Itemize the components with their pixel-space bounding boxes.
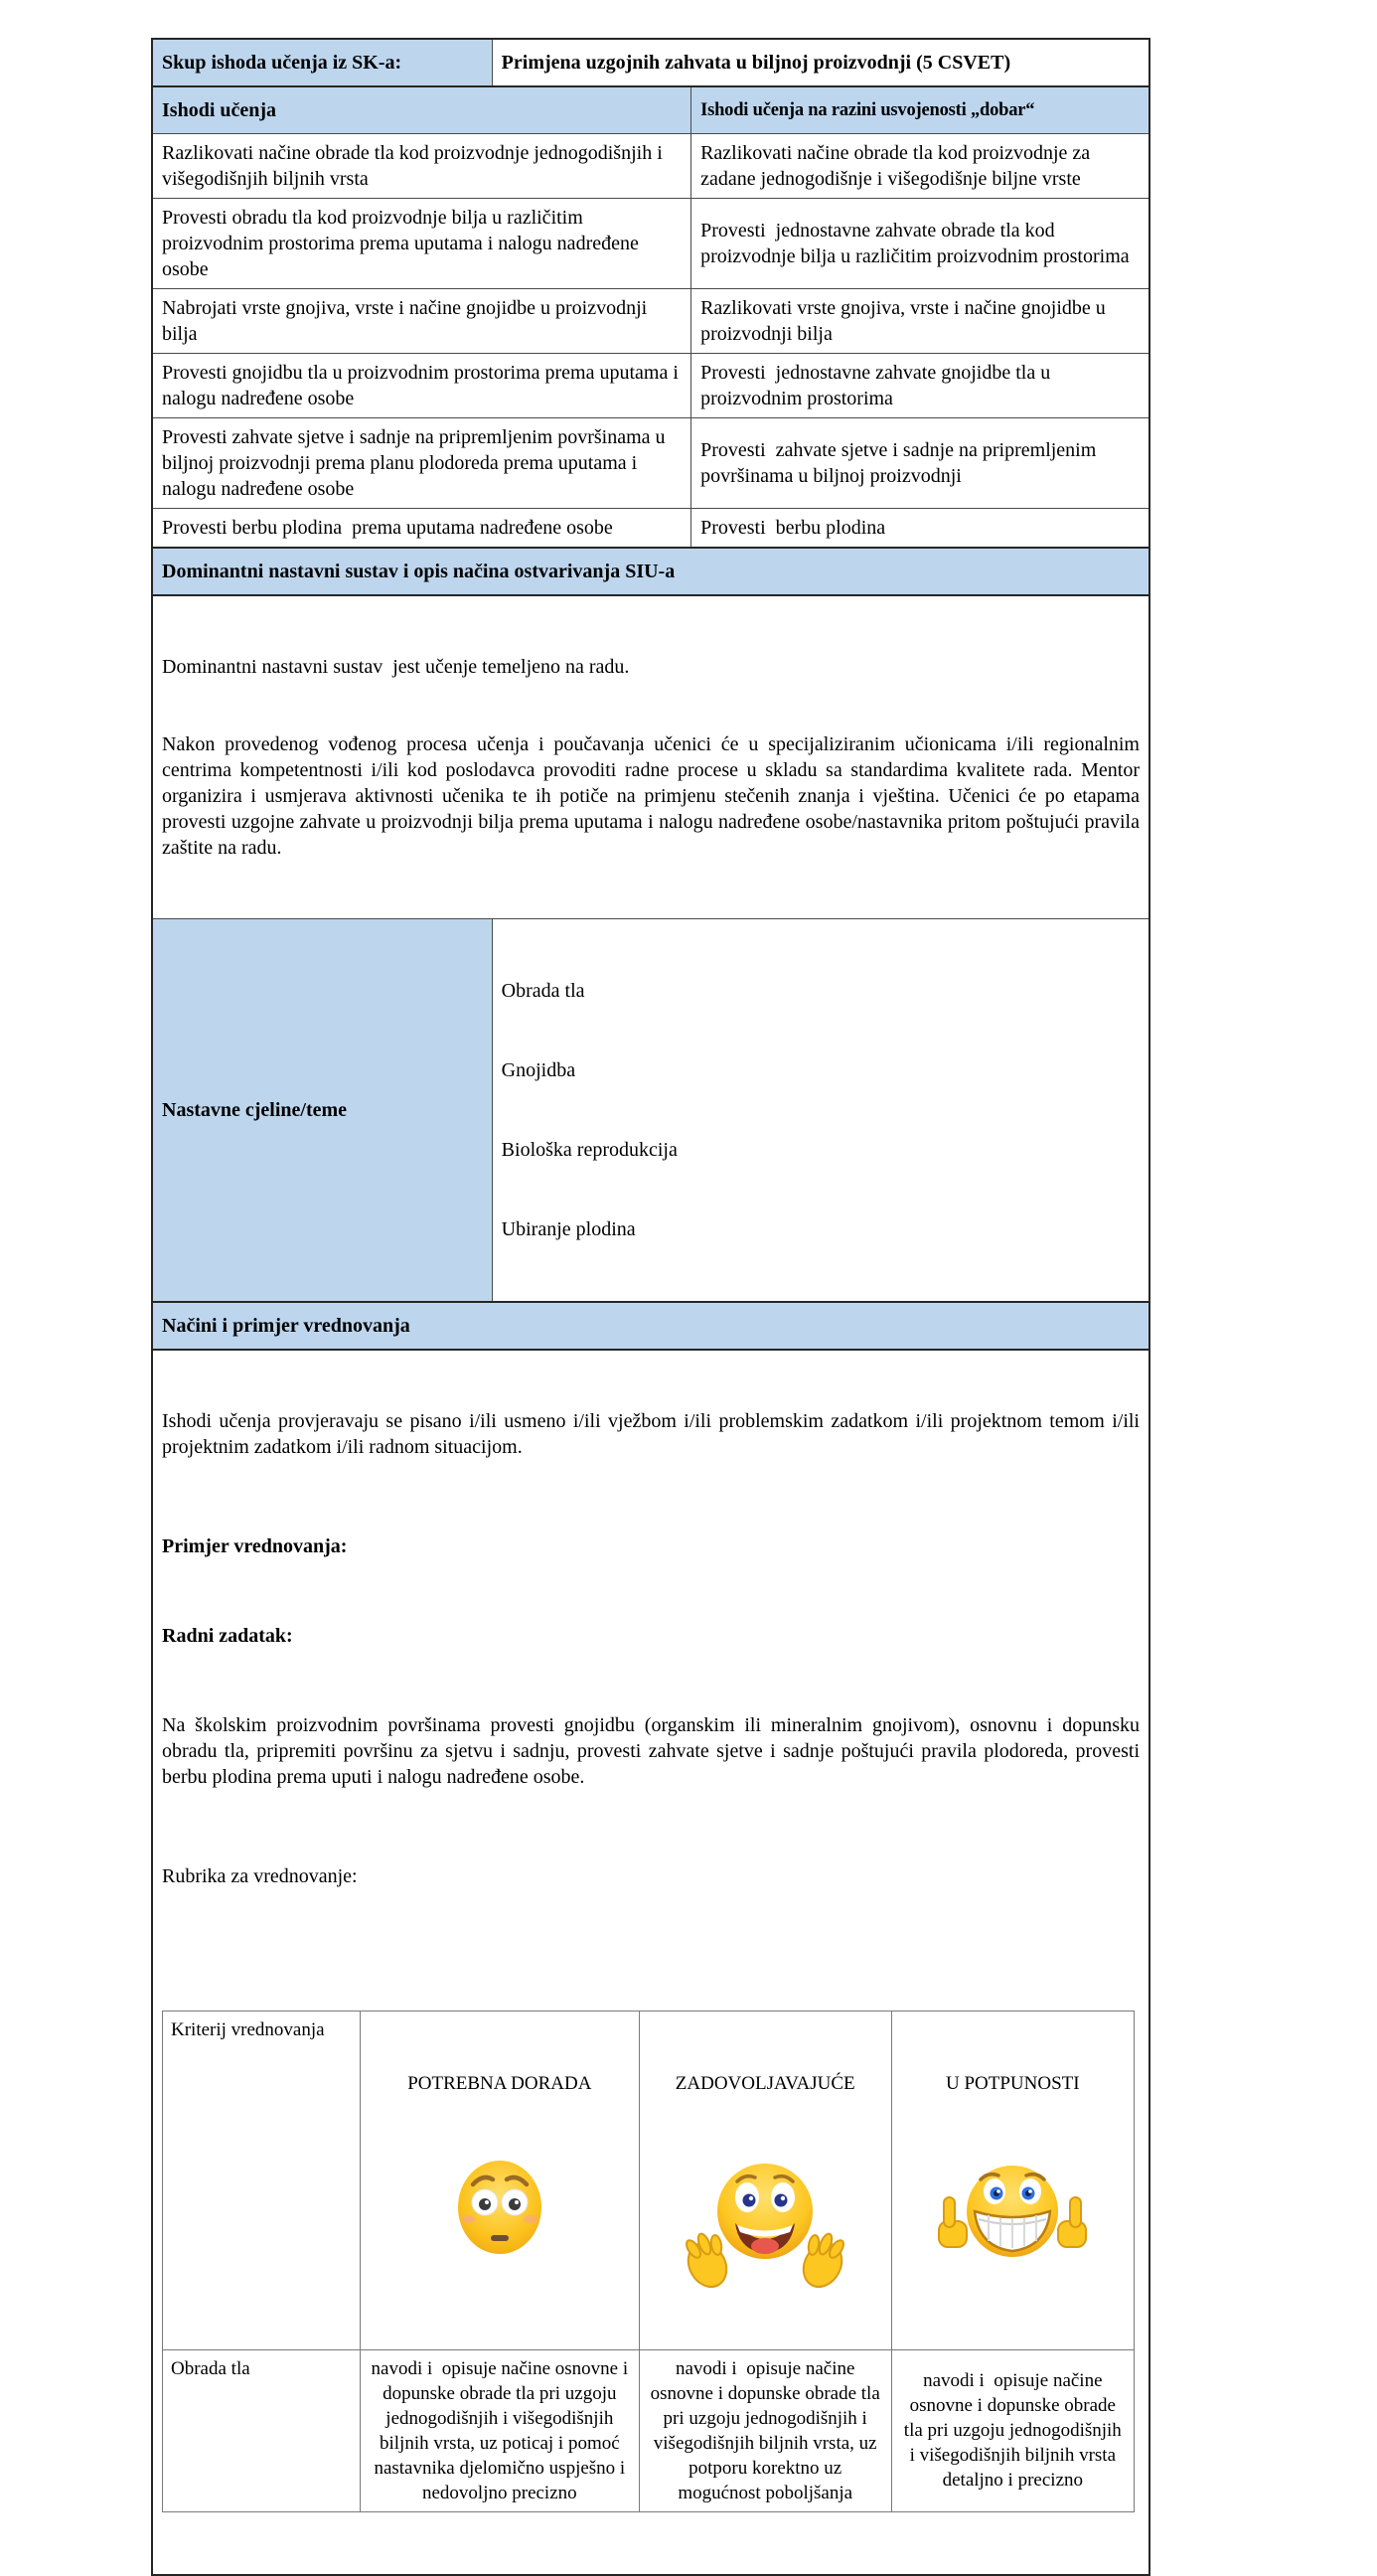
- unit-item: Biološka reprodukcija: [501, 1139, 678, 1161]
- outcome-right: Provesti jednostavne zahvate obrade tla kod proizvodnje bilja u različitim proizvodnim prostorima: [690, 199, 1148, 288]
- evaluation-section-title: Načini i primjer vrednovanja: [153, 1303, 1148, 1349]
- outcome-set-label: Skup ishoda učenja iz SK-a:: [153, 40, 492, 85]
- rubric-data-row: [163, 2349, 1135, 2511]
- rubric-satisfactory-cell: navodi i opisuje načine osnovne i dopunske obrade tla pri uzgoju jednogodišnjih i višegodišnjih biljnih vrsta, uz potporu korektno uz mogućnost poboljšanja: [639, 2349, 891, 2511]
- evaluation-body-row: [153, 1349, 1148, 2574]
- rubric-satisfactory-label: ZADOVOLJAVAJUĆE: [675, 2073, 855, 2095]
- title-row: [153, 40, 1148, 85]
- outcome-left: Provesti berbu plodina prema uputama nadređene osobe: [162, 517, 613, 539]
- dominant-line1: Dominantni nastavni sustav jest učenje temeljeno na radu.: [162, 656, 630, 678]
- happy-open-hands-emoji: [648, 2154, 883, 2293]
- units-row: [153, 918, 1148, 1301]
- rubric-complete-cell: navodi i opisuje načine osnovne i dopunske obrade tla pri uzgoju jednogodišnjih i višegodišnjih biljnih vrsta detaljno i precizno: [891, 2349, 1135, 2511]
- outcome-row: [153, 353, 1148, 417]
- units-label: Nastavne cjeline/teme: [153, 919, 492, 1301]
- outcome-row: [153, 288, 1148, 353]
- outcome-left: Provesti zahvate sjetve i sadnje na pripremljenim površinama u biljnoj proizvodnji prema planu plodoreda prema uputama i nalogu nadređene osobe: [162, 426, 671, 500]
- rubric-label: Rubrika za vrednovanje:: [162, 1865, 358, 1887]
- dominant-header-row: [153, 547, 1148, 594]
- grin-thumbs-up-emoji: [900, 2154, 1127, 2281]
- outcomes-header-row: [153, 85, 1148, 133]
- outcome-right: Razlikovati vrste gnojiva, vrste i načine gnojidbe u proizvodnji bilja: [690, 289, 1148, 353]
- outcome-right: Provesti berbu plodina: [690, 509, 1148, 547]
- outcome-row: [153, 508, 1148, 547]
- rubric-satisfactory-header: [639, 2012, 891, 2350]
- units-list: [492, 919, 1148, 1301]
- rubric-header-row: [163, 2012, 1135, 2350]
- outcome-row: [153, 133, 1148, 198]
- unit-item: Ubiranje plodina: [501, 1218, 636, 1240]
- outcome-left: Nabrojati vrste gnojiva, vrste i načine gnojidbe u proizvodnji bilja: [162, 297, 653, 345]
- dominant-body-cell: [153, 596, 1148, 918]
- unit-item: Obrada tla: [501, 980, 585, 1002]
- flushed-face-emoji: [369, 2154, 631, 2281]
- rubric-criterion-header: Kriterij vrednovanja: [163, 2012, 361, 2350]
- outcome-right: Razlikovati načine obrade tla kod proizvodnje za zadane jednogodišnje i višegodišnje biljne vrste: [690, 134, 1148, 198]
- evaluation-task-text: Na školskim proizvodnim površinama provesti gnojidbu (organskim ili mineralnim gnojivom), osnovnu i dopunsku obradu tla, pripremiti površinu za sjetvu i sadnju, provesti zahvate sjetve i sadnje poštujući pravila plodoreda, provesti berbu plodina prema uputi i nalogu nadređene osobe.: [162, 1714, 1145, 1788]
- dominant-section-title: Dominantni nastavni sustav i opis načina ostvarivanja SIU-a: [153, 549, 1148, 594]
- outcome-row: [153, 198, 1148, 288]
- rubric-complete-header: [891, 2012, 1135, 2350]
- outcome-left: Provesti obradu tla kod proizvodnje bilja u različitim proizvodnim prostorima prema uputama i nalogu nadređene osobe: [162, 207, 644, 280]
- dominant-body-row: [153, 594, 1148, 918]
- rubric-needs-work-cell: navodi i opisuje načine osnovne i dopunske obrade tla pri uzgoju jednogodišnjih i višegodišnjih biljnih vrsta, uz poticaj i pomoć nastavnika djelomično uspješno i nedovoljno precizno: [360, 2349, 639, 2511]
- rubric-needs-work-label: POTREBNA DORADA: [407, 2073, 592, 2095]
- outcome-right: Provesti jednostavne zahvate gnojidbe tla u proizvodnim prostorima: [690, 354, 1148, 417]
- outcome-set-value: Primjena uzgojnih zahvata u biljnoj proizvodnji (5 CSVET): [492, 40, 1148, 85]
- evaluation-body-cell: [153, 1351, 1148, 2574]
- evaluation-header-row: [153, 1301, 1148, 1349]
- dominant-body-text: Nakon provedenog vođenog procesa učenja i poučavanja učenici će u specijaliziranim učionicama i/ili regionalnim centrima kompetentnosti i/ili kod poslodavca provoditi radne procese u skladu sa standardima kvalitete rada. Mentor organizira i usmjerava aktivnosti učenika te ih potiče na primjenu stečenih znanja i vještina. Učenici će po etapama provesti uzgojne zahvate u proizvodnji bilja prema uputama i nalogu nadređene osobe/nastavnika pritom poštujući pravila zaštite na radu.: [162, 733, 1145, 859]
- evaluation-intro: Ishodi učenja provjeravaju se pisano i/ili usmeno i/ili vježbom i/ili problemskim zadatkom i/ili projektnom temom i/ili projektnim zadatkom i/ili radnom situacijom.: [162, 1410, 1145, 1458]
- outcome-left: Provesti gnojidbu tla u proizvodnim prostorima prema uputama i nalogu nadređene osobe: [162, 362, 684, 409]
- outcome-left: Razlikovati načine obrade tla kod proizvodnje jednogodišnjih i višegodišnjih biljnih vrsta: [162, 142, 668, 190]
- rubric-table: [162, 2011, 1135, 2512]
- outcomes-col1-header: Ishodi učenja: [153, 87, 690, 133]
- unit-item: Gnojidba: [501, 1059, 576, 1081]
- rubric-criterion-cell: Obrada tla: [163, 2349, 361, 2511]
- rubric-needs-work-header: [360, 2012, 639, 2350]
- outcomes-col2-header: Ishodi učenja na razini usvojenosti „dobar“: [690, 87, 1148, 133]
- rubric-complete-label: U POTPUNOSTI: [946, 2073, 1080, 2095]
- evaluation-example-label: Primjer vrednovanja:: [162, 1535, 348, 1557]
- curriculum-table: [151, 38, 1150, 2576]
- evaluation-task-label: Radni zadatak:: [162, 1625, 293, 1647]
- outcome-row: [153, 417, 1148, 508]
- outcome-right: Provesti zahvate sjetve i sadnje na pripremljenim površinama u biljnoj proizvodnji: [690, 418, 1148, 508]
